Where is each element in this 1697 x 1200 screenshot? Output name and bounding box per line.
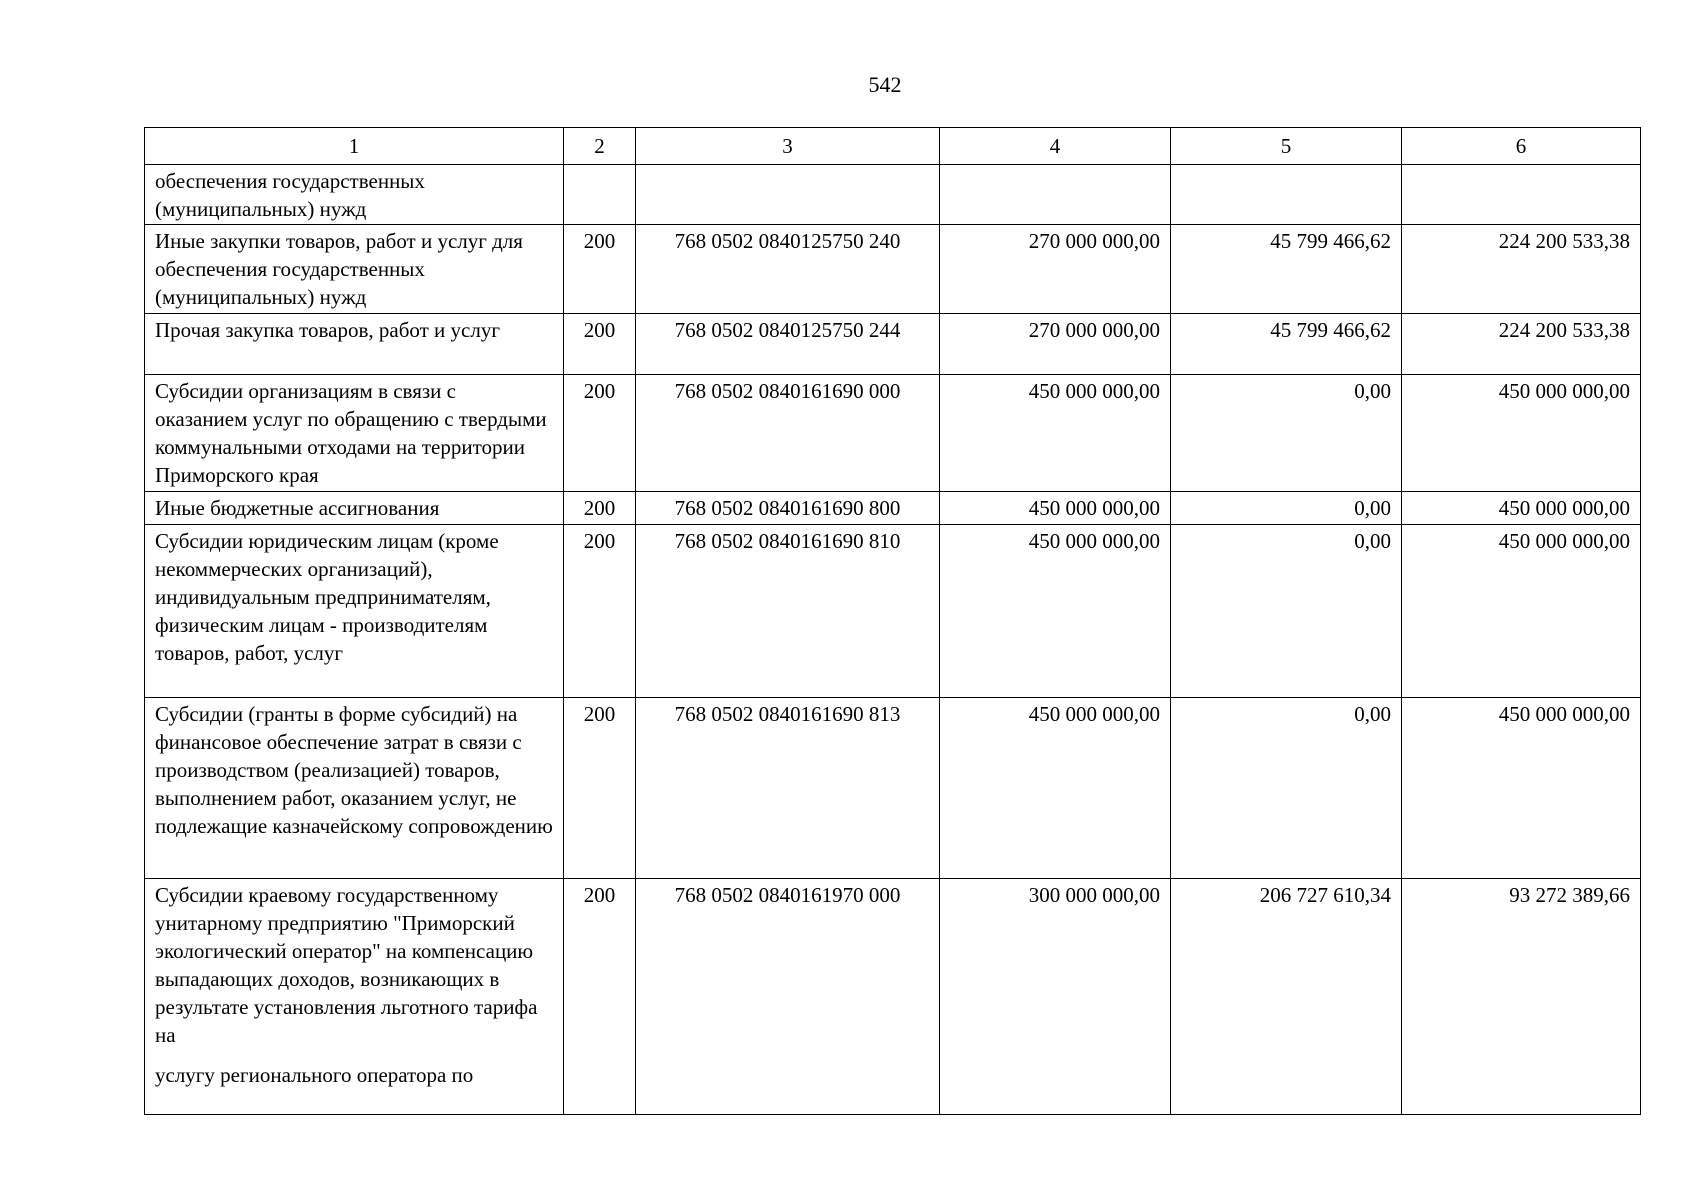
- row-remaining: [1402, 165, 1641, 225]
- row-code: 200: [564, 698, 636, 879]
- row-plan: 450 000 000,00: [940, 698, 1171, 879]
- row-kbk: 768 0502 0840161690 813: [636, 698, 940, 879]
- row-name: Иные бюджетные ассигнования: [145, 492, 564, 525]
- row-remaining: 450 000 000,00: [1402, 525, 1641, 698]
- row-plan: 450 000 000,00: [940, 492, 1171, 525]
- column-header: 3: [636, 128, 940, 165]
- row-executed: 0,00: [1171, 525, 1402, 698]
- column-header: 4: [940, 128, 1171, 165]
- row-name-continuation: услугу регионального оператора по: [155, 1063, 474, 1087]
- row-kbk: 768 0502 0840125750 244: [636, 314, 940, 375]
- row-name-cell: [145, 879, 564, 1115]
- row-code: 200: [564, 879, 636, 1115]
- row-executed: 0,00: [1171, 375, 1402, 492]
- table-row: [145, 225, 1641, 314]
- table-row: [145, 879, 1641, 1115]
- row-executed: [1171, 165, 1402, 225]
- row-plan: 450 000 000,00: [940, 525, 1171, 698]
- row-executed: 45 799 466,62: [1171, 225, 1402, 314]
- column-header: 6: [1402, 128, 1641, 165]
- budget-table: [144, 127, 1641, 1115]
- page-number: 542: [868, 72, 902, 97]
- row-code: [564, 165, 636, 225]
- table-row: [145, 165, 1641, 225]
- row-name: Субсидии краевому государственному унитарному предприятию "Приморский экологический оператор" на компенсацию выпадающих доходов, возникающих в результате установления льготного тарифа на: [155, 883, 538, 1047]
- table-row: [145, 375, 1641, 492]
- column-header: 5: [1171, 128, 1402, 165]
- row-kbk: 768 0502 0840161690 800: [636, 492, 940, 525]
- table-row: [145, 525, 1641, 698]
- row-plan: 300 000 000,00: [940, 879, 1171, 1115]
- row-remaining: 450 000 000,00: [1402, 375, 1641, 492]
- row-kbk: 768 0502 0840125750 240: [636, 225, 940, 314]
- row-plan: 270 000 000,00: [940, 314, 1171, 375]
- row-remaining: 450 000 000,00: [1402, 698, 1641, 879]
- row-remaining: 450 000 000,00: [1402, 492, 1641, 525]
- row-kbk: 768 0502 0840161690 000: [636, 375, 940, 492]
- row-name: Субсидии организациям в связи с оказанием услуг по обращению с твердыми коммунальными отходами на территории Приморского края: [145, 375, 564, 492]
- row-name: Субсидии (гранты в форме субсидий) на финансовое обеспечение затрат в связи с производством (реализацией) товаров, выполнением работ, оказанием услуг, не подлежащие казначейскому сопровождению: [145, 698, 564, 879]
- row-remaining: 224 200 533,38: [1402, 225, 1641, 314]
- row-kbk: [636, 165, 940, 225]
- row-remaining: 224 200 533,38: [1402, 314, 1641, 375]
- table-row: [145, 698, 1641, 879]
- row-plan: 450 000 000,00: [940, 375, 1171, 492]
- row-code: 200: [564, 225, 636, 314]
- row-code: 200: [564, 492, 636, 525]
- table-row: [145, 492, 1641, 525]
- row-kbk: 768 0502 0840161970 000: [636, 879, 940, 1115]
- row-executed: 206 727 610,34: [1171, 879, 1402, 1115]
- row-executed: 45 799 466,62: [1171, 314, 1402, 375]
- row-remaining: 93 272 389,66: [1402, 879, 1641, 1115]
- row-name: обеспечения государственных (муниципальных) нужд: [145, 165, 564, 225]
- row-plan: [940, 165, 1171, 225]
- row-plan: 270 000 000,00: [940, 225, 1171, 314]
- row-code: 200: [564, 525, 636, 698]
- row-code: 200: [564, 314, 636, 375]
- row-name: Субсидии юридическим лицам (кроме некоммерческих организаций), индивидуальным предпринимателям, физическим лицам - производителям товаров, работ, услуг: [145, 525, 564, 698]
- column-header: 1: [145, 128, 564, 165]
- row-name: Прочая закупка товаров, работ и услуг: [145, 314, 564, 375]
- header-row: [145, 128, 1641, 165]
- row-kbk: 768 0502 0840161690 810: [636, 525, 940, 698]
- column-header: 2: [564, 128, 636, 165]
- row-code: 200: [564, 375, 636, 492]
- row-name: Иные закупки товаров, работ и услуг для обеспечения государственных (муниципальных) нужд: [145, 225, 564, 314]
- row-executed: 0,00: [1171, 698, 1402, 879]
- table-row: [145, 314, 1641, 375]
- row-executed: 0,00: [1171, 492, 1402, 525]
